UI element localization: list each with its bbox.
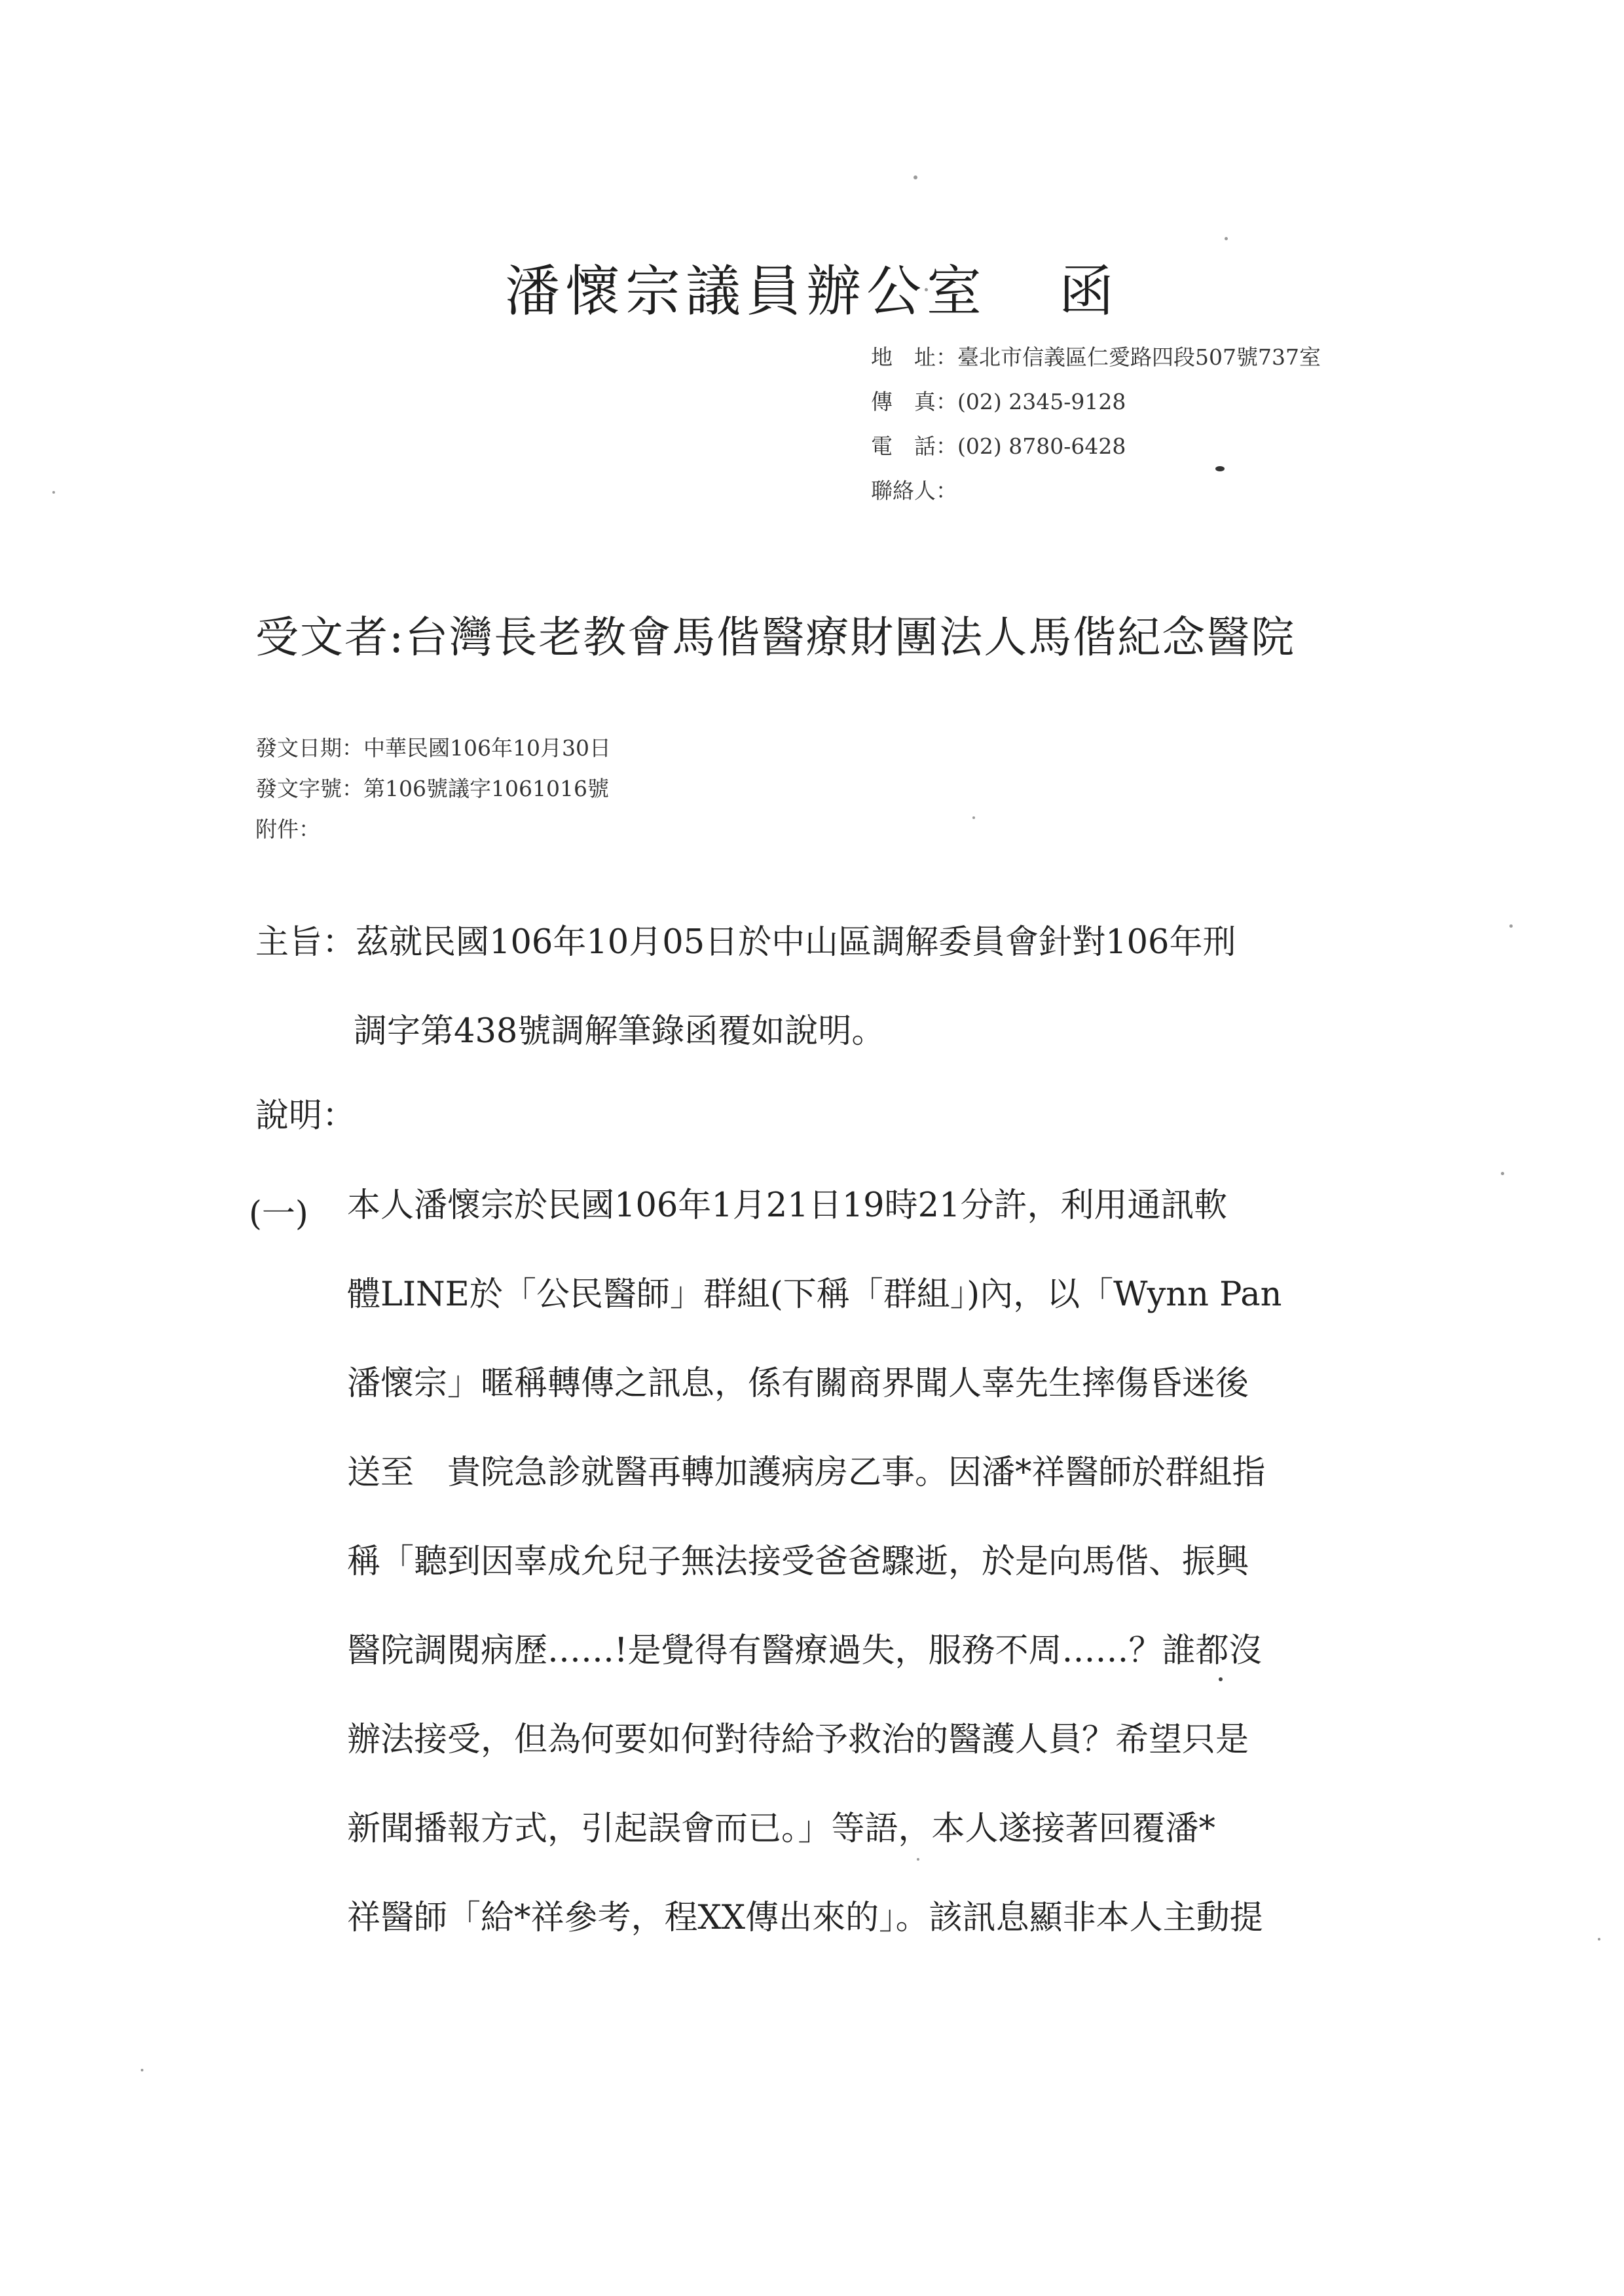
- letterhead-title: [0, 247, 1624, 327]
- subject-text-1: 茲就民國106年10月05日於中山區調解委員會針對106年刑: [356, 923, 1236, 962]
- address-label: 地 址：: [871, 344, 957, 370]
- phone-row: [871, 424, 1321, 469]
- issue-ref-row: [255, 769, 611, 809]
- issue-ref-value: 第106號議字1061016號: [363, 776, 609, 801]
- issue-date-label: 發文日期：: [255, 735, 363, 761]
- office-name: 潘懷宗議員辦公室: [504, 259, 987, 323]
- scan-speck: [972, 816, 975, 819]
- contact-block: [871, 335, 1321, 513]
- contact-label: 聯絡人：: [871, 478, 957, 503]
- scan-speck: [1501, 1172, 1504, 1175]
- scan-speck: [1225, 237, 1228, 240]
- address-row: [871, 335, 1321, 380]
- item-line: 送至 貴院急診就醫再轉加護病房乙事。因潘*祥醫師於群組指: [347, 1453, 1266, 1492]
- item-line: 本人潘懷宗於民國106年1月21日19時21分許，利用通訊軟: [347, 1186, 1228, 1225]
- item-line: 新聞播報方式，引起誤會而已。」等語，本人遂接著回覆潘*: [347, 1810, 1216, 1848]
- item-line: 稱「聽到因辜成允兒子無法接受爸爸驟逝，於是向馬偕、振興: [347, 1542, 1249, 1581]
- scan-speck: [1509, 924, 1513, 928]
- address-value: 臺北市信義區仁愛路四段507號737室: [957, 344, 1321, 370]
- item-body: [347, 1186, 1282, 1988]
- attachment-label: 附件：: [255, 816, 320, 842]
- scan-speck: [141, 2069, 143, 2071]
- scan-speck: [913, 175, 917, 179]
- phone-label: 電 話：: [871, 433, 957, 459]
- issue-meta: [255, 728, 611, 850]
- scan-speck: [52, 491, 55, 494]
- issue-ref-label: 發文字號：: [255, 776, 363, 801]
- phone-value: (02) 8780-6428: [957, 433, 1126, 459]
- item-line: 辦法接受，但為何要如何對待給予救治的醫護人員？希望只是: [347, 1721, 1249, 1759]
- contact-row: [871, 469, 1321, 513]
- issue-date-value: 中華民國106年10月30日: [363, 735, 611, 761]
- subject-line-1: [255, 898, 1401, 987]
- issue-date-row: [255, 728, 611, 769]
- item-line: 醫院調閱病歷……!是覺得有醫療過失，服務不周……？誰都沒: [347, 1631, 1263, 1670]
- explanation-label: 說明：: [255, 1097, 356, 1135]
- attachment-row: [255, 809, 611, 850]
- fax-label: 傳 真：: [871, 389, 957, 414]
- item-line: 潘懷宗」暱稱轉傳之訊息，係有關商界聞人辜先生摔傷昏迷後: [347, 1364, 1249, 1403]
- scan-speck: [1598, 1938, 1600, 1941]
- item-line: 祥醫師「給*祥參考，程XX傳出來的」。該訊息顯非本人主動提: [347, 1899, 1263, 1937]
- subject-section: [255, 898, 1401, 1076]
- fax-row: [871, 380, 1321, 424]
- recipient-line: [255, 602, 1295, 665]
- subject-label: 主旨：: [255, 923, 356, 962]
- recipient-label: 受文者:: [255, 612, 405, 663]
- item-line: 體LINE於「公民醫師」群組(下稱「群組」)內，以「Wynn Pan: [347, 1275, 1282, 1314]
- fax-value: (02) 2345-9128: [957, 389, 1126, 414]
- document-type: 函: [1059, 259, 1120, 323]
- recipient-name: 台灣長老教會馬偕醫療財團法人馬偕紀念醫院: [405, 612, 1296, 663]
- item-enumerator: (一): [249, 1195, 308, 1233]
- subject-line-2: 調字第438號調解筆錄函覆如說明。: [354, 1012, 885, 1051]
